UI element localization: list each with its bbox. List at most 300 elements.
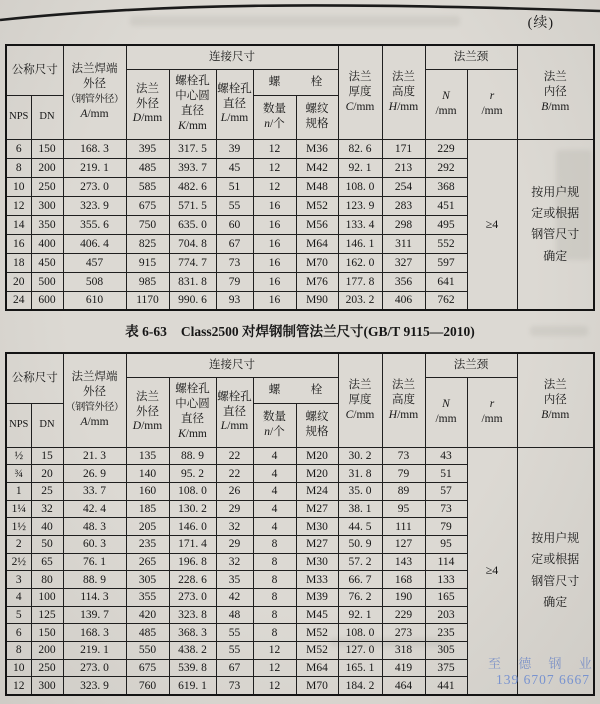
table-cell: 114. 3 [63,589,126,607]
caption-label: 表 6-63 [125,324,167,339]
table-cell: 419 [382,659,425,677]
table-cell: 3 [6,571,31,589]
table-cell: 22 [216,465,253,483]
table-cell: 73 [425,500,467,518]
table-cell: 95. 2 [169,465,216,483]
table-cell: 184. 2 [338,677,382,695]
table-cell: 48. 3 [63,518,126,536]
table-cell: 55 [216,624,253,642]
table-cell: 395 [126,139,169,158]
table-cell: 485 [126,624,169,642]
table-cell: 162. 0 [338,253,382,272]
table-caption [0,320,600,340]
table-cell: 4 [253,500,296,518]
table-cell: 125 [31,606,63,624]
table-cell: 60 [216,215,253,234]
col-header-neck-n: N /mm [425,377,467,447]
table-cell: 552 [425,234,467,253]
table-cell: 168. 3 [63,139,126,158]
table-cell: 108. 0 [338,177,382,196]
col-header-connection-dims: 连接尺寸 [126,353,338,377]
table-cell: 10 [6,177,31,196]
watermark-company: 至 德 钢 业 [488,656,599,671]
table-cell: 127. 0 [338,642,382,660]
table-cell: 485 [126,158,169,177]
table-cell: 12 [253,677,296,695]
table-cell: 597 [425,253,467,272]
table-cell: 327 [382,253,425,272]
table-cell: 457 [63,253,126,272]
table-cell: 140 [126,465,169,483]
table-cell: 30. 2 [338,447,382,465]
table-cell: 108. 0 [169,482,216,500]
table-cell: 51 [216,177,253,196]
table-cell: 4 [253,447,296,465]
col-header-height: 法兰 高度 H/mm [382,353,425,447]
table-cell: 8 [253,589,296,607]
table-cell: 235 [425,624,467,642]
table-cell: 571. 5 [169,196,216,215]
table-cell: 4 [253,482,296,500]
table-cell: 1170 [126,291,169,310]
table-cell: 66. 7 [338,571,382,589]
table-cell: 135 [126,447,169,465]
table-cell: 76. 2 [338,589,382,607]
table-cell: 79 [382,465,425,483]
table-cell: M52 [296,642,338,660]
table-cell: 82. 6 [338,139,382,158]
table-cell: 203 [425,606,467,624]
table-cell: M20 [296,465,338,483]
table-cell: 675 [126,196,169,215]
watermark-phone: 139 6707 6667 [496,672,590,687]
table-cell: M30 [296,518,338,536]
col-header-neck-r: r /mm [467,377,517,447]
caption-text: Class2500 对焊钢制管法兰尺寸(GB/T 9115—2010) [180,324,475,339]
table-cell: M27 [296,500,338,518]
col-header-bolt-qty: 数量 n/个 [253,403,296,447]
table-cell: 273. 0 [63,177,126,196]
table-cell: 12 [253,158,296,177]
table-cell: 495 [425,215,467,234]
table-cell: M52 [296,624,338,642]
table-cell: 273. 0 [169,589,216,607]
table-cell: 76. 1 [63,553,126,571]
table-cell: 539. 8 [169,659,216,677]
table-cell: 42 [216,589,253,607]
col-header-neck: 法兰颈 [425,353,517,377]
table-cell: 50 [31,535,63,553]
table-cell: 32 [31,500,63,518]
table-cell: 12 [253,139,296,158]
table-cell: 16 [6,234,31,253]
table-cell: 33. 7 [63,482,126,500]
table-cell: 12 [6,677,31,695]
table-cell: 619. 1 [169,677,216,695]
table-cell: 368. 3 [169,624,216,642]
table-cell: 200 [31,158,63,177]
table-cell: 171. 4 [169,535,216,553]
table-cell: 168. 3 [63,624,126,642]
table-cell: 5 [6,606,31,624]
table-cell: 8 [253,535,296,553]
table-cell: 4 [253,518,296,536]
table-cell: 250 [31,659,63,677]
col-header-thickness: 法兰 厚度 C/mm [338,353,382,447]
table-cell: 600 [31,291,63,310]
table-cell: M48 [296,177,338,196]
table-cell: 15 [31,447,63,465]
table-cell: 451 [425,196,467,215]
table-cell: 88. 9 [169,447,216,465]
table-cell: 8 [6,642,31,660]
table-cell: 323. 9 [63,677,126,695]
table-cell: 100 [31,589,63,607]
table-cell: 317. 5 [169,139,216,158]
table-cell: 57 [425,482,467,500]
col-header-nps: NPS [6,95,31,139]
table-cell: 31. 8 [338,465,382,483]
table-cell: 292 [425,158,467,177]
table-cell: 55 [216,642,253,660]
table-cell: M36 [296,139,338,158]
table-cell: 24 [6,291,31,310]
col-header-bore: 法兰 内径 B/mm [517,353,594,447]
col-header-thread-spec: 螺纹 规格 [296,403,338,447]
table-cell: 21. 3 [63,447,126,465]
table-cell: 32 [216,518,253,536]
table-cell: 32 [216,553,253,571]
table-cell: 265 [126,553,169,571]
table-cell: M70 [296,677,338,695]
table-cell: 146. 0 [169,518,216,536]
col-header-bolt-qty: 数量 n/个 [253,95,296,139]
table-cell: 300 [31,196,63,215]
flange-table-class2500 [5,352,595,696]
col-header-bolt-hole: 螺栓孔 直径 L/mm [216,69,253,139]
col-header-height: 法兰 高度 H/mm [382,45,425,139]
table-cell: 355 [126,589,169,607]
table-cell: 190 [382,589,425,607]
table-cell: 133 [425,571,467,589]
table-row [6,447,594,465]
col-header-bolt-circle: 螺栓孔 中心圆 直径 K/mm [169,69,216,139]
table-cell: M39 [296,589,338,607]
col-header-dn: DN [31,403,63,447]
table-cell: 20 [31,465,63,483]
table-cell: 38. 1 [338,500,382,518]
table-cell: 420 [126,606,169,624]
table-cell: 213 [382,158,425,177]
col-header-connection-dims: 连接尺寸 [126,45,338,69]
table-cell: 355. 6 [63,215,126,234]
col-header-nominal-size: 公称尺寸 [6,353,63,403]
table-cell: 160 [126,482,169,500]
table-cell: 40 [31,518,63,536]
table-cell: M27 [296,535,338,553]
table-cell: 196. 8 [169,553,216,571]
table-cell: 250 [31,177,63,196]
table-cell: 16 [253,234,296,253]
table-cell: 283 [382,196,425,215]
table-cell: 219. 1 [63,158,126,177]
table-cell: M33 [296,571,338,589]
table-cell: 375 [425,659,467,677]
col-header-weld-end-od: 法兰焊端 外径 （钢管外径） A/mm [63,353,126,447]
table-cell: ¾ [6,465,31,483]
table-cell: 368 [425,177,467,196]
table-cell: 915 [126,253,169,272]
r-min-value-cell: ≥4 [467,447,517,695]
table-cell: 1½ [6,518,31,536]
table-cell: 750 [126,215,169,234]
table-cell: 500 [31,272,63,291]
table-cell: 641 [425,272,467,291]
table-cell: 14 [6,215,31,234]
table-cell: M24 [296,482,338,500]
table-cell: 219. 1 [63,642,126,660]
table-cell: 762 [425,291,467,310]
table-cell: 254 [382,177,425,196]
table-cell: 22 [216,447,253,465]
table-cell: 585 [126,177,169,196]
table-cell: 675 [126,659,169,677]
table-cell: 42. 4 [63,500,126,518]
table-cell: 350 [31,215,63,234]
table-cell: 79 [425,518,467,536]
table-cell: ½ [6,447,31,465]
bore-note-cell: 按用户规定或根据钢管尺寸确定 [517,139,594,310]
table-cell: 205 [126,518,169,536]
table-cell: 2 [6,535,31,553]
table-cell: M64 [296,234,338,253]
table-cell: 400 [31,234,63,253]
table-cell: 60. 3 [63,535,126,553]
table-cell: M42 [296,158,338,177]
table-cell: 88. 9 [63,571,126,589]
table-cell: M30 [296,553,338,571]
table-cell: 774. 7 [169,253,216,272]
table-cell: 168 [382,571,425,589]
table-cell: 43 [425,447,467,465]
table-cell: 464 [382,677,425,695]
table-cell: 508 [63,272,126,291]
table-cell: 67 [216,234,253,253]
col-header-neck-r: r /mm [467,69,517,139]
table-cell: 8 [253,553,296,571]
table-cell: 1¼ [6,500,31,518]
table-cell: 298 [382,215,425,234]
table-cell: 831. 8 [169,272,216,291]
table-cell: 406 [382,291,425,310]
table-cell: 55 [216,196,253,215]
table-cell: 356 [382,272,425,291]
table-cell: 45 [216,158,253,177]
table-cell: 273. 0 [63,659,126,677]
table-cell: 133. 4 [338,215,382,234]
table-cell: 273 [382,624,425,642]
table-cell: 177. 8 [338,272,382,291]
table-cell: 8 [6,158,31,177]
table-cell: 200 [31,642,63,660]
table-cell: 26. 9 [63,465,126,483]
table-cell: 406. 4 [63,234,126,253]
table-cell: 73 [382,447,425,465]
table-cell: 16 [253,215,296,234]
table-cell: 93 [216,291,253,310]
table-cell: 150 [31,139,63,158]
col-header-neck-n: N /mm [425,69,467,139]
table-header [6,45,594,139]
table-cell: 185 [126,500,169,518]
table-cell: 311 [382,234,425,253]
table-cell: 12 [253,177,296,196]
table-cell: 146. 1 [338,234,382,253]
table-cell: 229 [425,139,467,158]
table-cell: 203. 2 [338,291,382,310]
table-cell: 985 [126,272,169,291]
table-cell: 92. 1 [338,158,382,177]
table-cell: 165. 1 [338,659,382,677]
table-cell: 12 [253,659,296,677]
table-cell: 4 [6,589,31,607]
table-cell: 35 [216,571,253,589]
table-cell: 235 [126,535,169,553]
table-cell: 39 [216,139,253,158]
table-cell: 305 [425,642,467,660]
table-cell: 1 [6,482,31,500]
table-cell: 57. 2 [338,553,382,571]
table-cell: 26 [216,482,253,500]
table-cell: 127 [382,535,425,553]
table-cell: 18 [6,253,31,272]
table-cell: 635. 0 [169,215,216,234]
table-cell: 50. 9 [338,535,382,553]
table-cell: 95 [425,535,467,553]
table-cell: 111 [382,518,425,536]
table-cell: 108. 0 [338,624,382,642]
col-header-dn: DN [31,95,63,139]
table-cell: 760 [126,677,169,695]
table-cell: 79 [216,272,253,291]
col-header-weld-end-od: 法兰焊端 外径 （钢管外径） A/mm [63,45,126,139]
table-cell: 80 [31,571,63,589]
table-cell: 25 [31,482,63,500]
table-cell: 393. 7 [169,158,216,177]
table-cell: 150 [31,624,63,642]
table-cell: 123. 9 [338,196,382,215]
table-cell: 143 [382,553,425,571]
col-header-flange-od: 法兰 外径 D/mm [126,69,169,139]
table-cell: M45 [296,606,338,624]
table-cell: 65 [31,553,63,571]
table-cell: M90 [296,291,338,310]
table-cell: M76 [296,272,338,291]
watermark [488,653,598,688]
table-cell: 92. 1 [338,606,382,624]
table-cell: 48 [216,606,253,624]
table-cell: 2½ [6,553,31,571]
table-cell: 165 [425,589,467,607]
table-cell: M70 [296,253,338,272]
table-cell: 8 [253,571,296,589]
table-cell: 35. 0 [338,482,382,500]
col-header-neck: 法兰颈 [425,45,517,69]
table-cell: 16 [253,253,296,272]
table-cell: 16 [253,291,296,310]
table-cell: 550 [126,642,169,660]
table-cell: M56 [296,215,338,234]
table-cell: 73 [216,677,253,695]
col-header-bolt: 螺 栓 [253,69,338,95]
table-cell: 51 [425,465,467,483]
table-body [6,139,594,310]
flange-table-continued [5,44,595,311]
table-cell: 29 [216,535,253,553]
table-cell: M64 [296,659,338,677]
table-cell: 20 [6,272,31,291]
col-header-flange-od: 法兰 外径 D/mm [126,377,169,447]
table-cell: 10 [6,659,31,677]
col-header-nominal-size: 公称尺寸 [6,45,63,95]
table-cell: 171 [382,139,425,158]
table-cell: 438. 2 [169,642,216,660]
table-cell: 6 [6,624,31,642]
table-cell: 44. 5 [338,518,382,536]
table-cell: 12 [6,196,31,215]
col-header-bolt-hole: 螺栓孔 直径 L/mm [216,377,253,447]
continued-marker: (续) [527,16,554,31]
table-cell: 29 [216,500,253,518]
bore-note-cell: 按用户规定或根据钢管尺寸确定 [517,447,594,695]
col-header-bolt: 螺 栓 [253,377,338,403]
table-cell: 73 [216,253,253,272]
table-cell: 114 [425,553,467,571]
table-cell: 6 [6,139,31,158]
table-cell: 8 [253,606,296,624]
table-cell: 16 [253,196,296,215]
table-cell: 139. 7 [63,606,126,624]
col-header-nps: NPS [6,403,31,447]
table-cell: 305 [126,571,169,589]
table-cell: 16 [253,272,296,291]
table-cell: 990. 6 [169,291,216,310]
table-cell: 482. 6 [169,177,216,196]
table-cell: 4 [253,465,296,483]
table-cell: 12 [253,642,296,660]
table-cell: 67 [216,659,253,677]
table-cell: 95 [382,500,425,518]
table-cell: M20 [296,447,338,465]
table-cell: 323. 8 [169,606,216,624]
table-header [6,353,594,447]
table-cell: 610 [63,291,126,310]
table-cell: 318 [382,642,425,660]
col-header-thread-spec: 螺纹 规格 [296,95,338,139]
table-cell: 228. 6 [169,571,216,589]
table-cell: 323. 9 [63,196,126,215]
table-cell: 89 [382,482,425,500]
table-cell: 450 [31,253,63,272]
table-cell: 130. 2 [169,500,216,518]
table-row [6,139,594,158]
table-cell: 229 [382,606,425,624]
bleed-through-artifact [130,16,460,26]
col-header-thickness: 法兰 厚度 C/mm [338,45,382,139]
r-min-value-cell: ≥4 [467,139,517,310]
col-header-bolt-circle: 螺栓孔 中心圆 直径 K/mm [169,377,216,447]
col-header-bore: 法兰 内径 B/mm [517,45,594,139]
